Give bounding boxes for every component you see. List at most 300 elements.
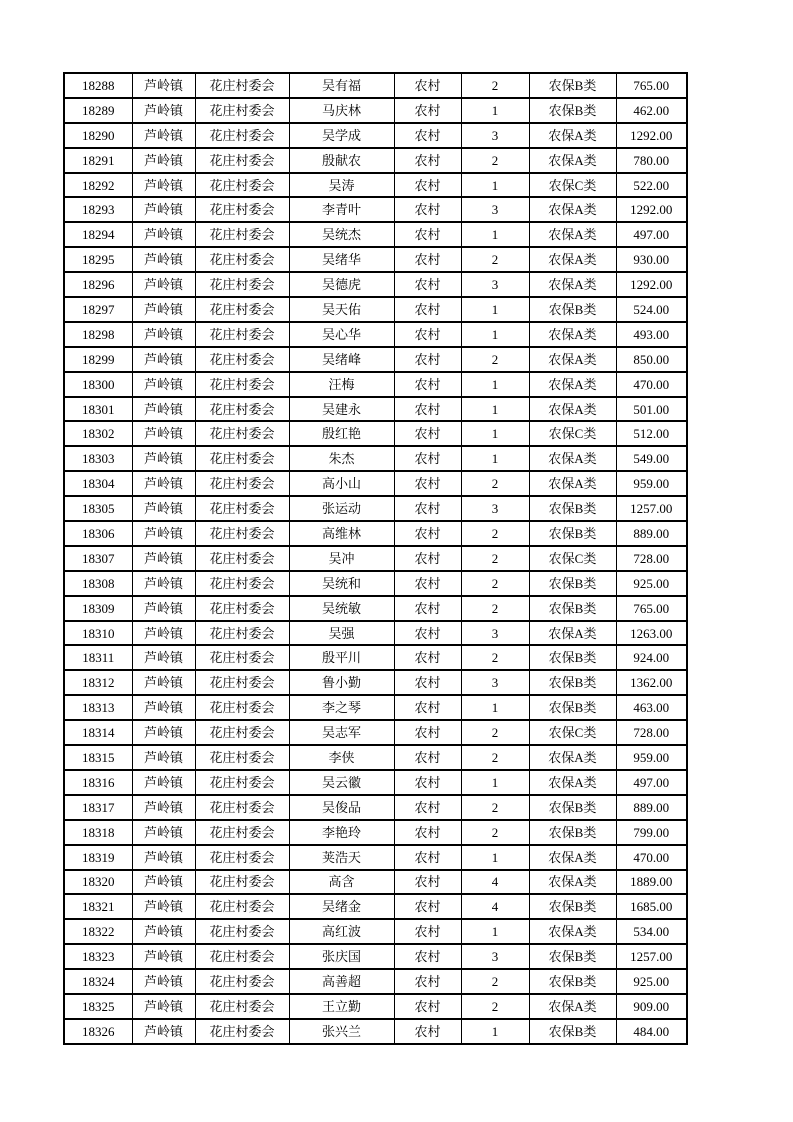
cell-household_type: 农村 — [394, 546, 461, 571]
cell-insurance_category: 农保A类 — [529, 770, 616, 795]
cell-person_count: 1 — [461, 397, 529, 422]
cell-village_committee: 花庄村委会 — [195, 894, 289, 919]
cell-amount: 501.00 — [616, 397, 687, 422]
cell-person_count: 2 — [461, 994, 529, 1019]
cell-village_committee: 花庄村委会 — [195, 546, 289, 571]
cell-amount: 534.00 — [616, 919, 687, 944]
cell-person_count: 3 — [461, 123, 529, 148]
cell-name: 吴强 — [289, 621, 394, 646]
table-row — [64, 745, 687, 770]
cell-town: 芦岭镇 — [132, 994, 195, 1019]
cell-name: 殷平川 — [289, 645, 394, 670]
cell-amount: 1685.00 — [616, 894, 687, 919]
cell-person_count: 1 — [461, 173, 529, 198]
cell-village_committee: 花庄村委会 — [195, 222, 289, 247]
cell-insurance_category: 农保B类 — [529, 820, 616, 845]
cell-household_type: 农村 — [394, 870, 461, 895]
cell-insurance_category: 农保A类 — [529, 994, 616, 1019]
table-row — [64, 1019, 687, 1044]
table-row — [64, 446, 687, 471]
cell-person_count: 1 — [461, 695, 529, 720]
cell-insurance_category: 农保A类 — [529, 397, 616, 422]
cell-serial_number: 18288 — [64, 73, 132, 98]
cell-insurance_category: 农保A类 — [529, 148, 616, 173]
cell-village_committee: 花庄村委会 — [195, 944, 289, 969]
cell-amount: 549.00 — [616, 446, 687, 471]
cell-town: 芦岭镇 — [132, 148, 195, 173]
table-row — [64, 173, 687, 198]
pension-roster-table — [63, 72, 688, 1045]
cell-town: 芦岭镇 — [132, 596, 195, 621]
table-row — [64, 944, 687, 969]
cell-amount: 1257.00 — [616, 944, 687, 969]
cell-village_committee: 花庄村委会 — [195, 695, 289, 720]
cell-household_type: 农村 — [394, 621, 461, 646]
cell-household_type: 农村 — [394, 347, 461, 372]
cell-serial_number: 18326 — [64, 1019, 132, 1044]
cell-name: 李侠 — [289, 745, 394, 770]
cell-town: 芦岭镇 — [132, 645, 195, 670]
cell-serial_number: 18293 — [64, 197, 132, 222]
cell-insurance_category: 农保A类 — [529, 222, 616, 247]
cell-name: 高红波 — [289, 919, 394, 944]
cell-insurance_category: 农保B类 — [529, 1019, 616, 1044]
cell-serial_number: 18320 — [64, 870, 132, 895]
cell-person_count: 2 — [461, 720, 529, 745]
cell-town: 芦岭镇 — [132, 471, 195, 496]
cell-insurance_category: 农保B类 — [529, 795, 616, 820]
cell-village_committee: 花庄村委会 — [195, 621, 289, 646]
table-row — [64, 496, 687, 521]
cell-name: 李艳玲 — [289, 820, 394, 845]
cell-name: 吴涛 — [289, 173, 394, 198]
cell-person_count: 2 — [461, 247, 529, 272]
cell-village_committee: 花庄村委会 — [195, 421, 289, 446]
cell-serial_number: 18297 — [64, 297, 132, 322]
cell-insurance_category: 农保A类 — [529, 745, 616, 770]
cell-village_committee: 花庄村委会 — [195, 123, 289, 148]
cell-household_type: 农村 — [394, 471, 461, 496]
cell-village_committee: 花庄村委会 — [195, 496, 289, 521]
cell-amount: 512.00 — [616, 421, 687, 446]
table-row — [64, 372, 687, 397]
cell-village_committee: 花庄村委会 — [195, 471, 289, 496]
cell-town: 芦岭镇 — [132, 919, 195, 944]
cell-amount: 1292.00 — [616, 197, 687, 222]
cell-insurance_category: 农保A类 — [529, 446, 616, 471]
table-row — [64, 322, 687, 347]
cell-town: 芦岭镇 — [132, 870, 195, 895]
cell-town: 芦岭镇 — [132, 820, 195, 845]
cell-serial_number: 18301 — [64, 397, 132, 422]
cell-town: 芦岭镇 — [132, 98, 195, 123]
cell-name: 吴统杰 — [289, 222, 394, 247]
cell-town: 芦岭镇 — [132, 347, 195, 372]
cell-household_type: 农村 — [394, 123, 461, 148]
cell-town: 芦岭镇 — [132, 247, 195, 272]
table-row — [64, 521, 687, 546]
cell-household_type: 农村 — [394, 222, 461, 247]
cell-insurance_category: 农保A类 — [529, 247, 616, 272]
cell-village_committee: 花庄村委会 — [195, 148, 289, 173]
cell-amount: 484.00 — [616, 1019, 687, 1044]
cell-serial_number: 18305 — [64, 496, 132, 521]
table-row — [64, 645, 687, 670]
cell-serial_number: 18309 — [64, 596, 132, 621]
table-row — [64, 247, 687, 272]
cell-amount: 925.00 — [616, 571, 687, 596]
cell-insurance_category: 农保B类 — [529, 98, 616, 123]
cell-person_count: 1 — [461, 297, 529, 322]
cell-name: 吴有福 — [289, 73, 394, 98]
cell-insurance_category: 农保B类 — [529, 297, 616, 322]
cell-insurance_category: 农保B类 — [529, 521, 616, 546]
roster-body — [64, 73, 687, 1044]
cell-town: 芦岭镇 — [132, 894, 195, 919]
cell-person_count: 1 — [461, 770, 529, 795]
cell-serial_number: 18319 — [64, 845, 132, 870]
cell-serial_number: 18315 — [64, 745, 132, 770]
cell-village_committee: 花庄村委会 — [195, 969, 289, 994]
cell-person_count: 1 — [461, 446, 529, 471]
cell-person_count: 1 — [461, 372, 529, 397]
cell-insurance_category: 农保B类 — [529, 695, 616, 720]
cell-village_committee: 花庄村委会 — [195, 247, 289, 272]
cell-town: 芦岭镇 — [132, 695, 195, 720]
cell-serial_number: 18313 — [64, 695, 132, 720]
cell-town: 芦岭镇 — [132, 571, 195, 596]
cell-serial_number: 18298 — [64, 322, 132, 347]
cell-name: 吴云徽 — [289, 770, 394, 795]
cell-town: 芦岭镇 — [132, 546, 195, 571]
cell-serial_number: 18295 — [64, 247, 132, 272]
cell-name: 鲁小勤 — [289, 670, 394, 695]
cell-name: 吴天佑 — [289, 297, 394, 322]
cell-household_type: 农村 — [394, 247, 461, 272]
cell-name: 张兴兰 — [289, 1019, 394, 1044]
cell-village_committee: 花庄村委会 — [195, 1019, 289, 1044]
cell-person_count: 2 — [461, 795, 529, 820]
cell-town: 芦岭镇 — [132, 770, 195, 795]
cell-town: 芦岭镇 — [132, 297, 195, 322]
cell-town: 芦岭镇 — [132, 944, 195, 969]
table-row — [64, 73, 687, 98]
cell-person_count: 1 — [461, 222, 529, 247]
cell-name: 吴建永 — [289, 397, 394, 422]
cell-amount: 1263.00 — [616, 621, 687, 646]
cell-amount: 925.00 — [616, 969, 687, 994]
cell-household_type: 农村 — [394, 820, 461, 845]
cell-amount: 1257.00 — [616, 496, 687, 521]
cell-household_type: 农村 — [394, 197, 461, 222]
cell-serial_number: 18294 — [64, 222, 132, 247]
cell-name: 吴学成 — [289, 123, 394, 148]
cell-village_committee: 花庄村委会 — [195, 670, 289, 695]
cell-person_count: 3 — [461, 621, 529, 646]
cell-amount: 728.00 — [616, 720, 687, 745]
table-row — [64, 919, 687, 944]
cell-name: 李之琴 — [289, 695, 394, 720]
cell-name: 高小山 — [289, 471, 394, 496]
cell-village_committee: 花庄村委会 — [195, 322, 289, 347]
cell-insurance_category: 农保B类 — [529, 944, 616, 969]
cell-household_type: 农村 — [394, 994, 461, 1019]
cell-person_count: 2 — [461, 546, 529, 571]
cell-serial_number: 18311 — [64, 645, 132, 670]
cell-serial_number: 18318 — [64, 820, 132, 845]
table-row — [64, 795, 687, 820]
table-row — [64, 397, 687, 422]
cell-insurance_category: 农保A类 — [529, 471, 616, 496]
cell-household_type: 农村 — [394, 297, 461, 322]
cell-amount: 924.00 — [616, 645, 687, 670]
cell-name: 吴德虎 — [289, 272, 394, 297]
cell-serial_number: 18325 — [64, 994, 132, 1019]
cell-amount: 1292.00 — [616, 272, 687, 297]
cell-insurance_category: 农保A类 — [529, 322, 616, 347]
cell-household_type: 农村 — [394, 98, 461, 123]
cell-serial_number: 18322 — [64, 919, 132, 944]
cell-amount: 463.00 — [616, 695, 687, 720]
cell-household_type: 农村 — [394, 845, 461, 870]
cell-insurance_category: 农保A类 — [529, 919, 616, 944]
table-row — [64, 197, 687, 222]
cell-person_count: 2 — [461, 347, 529, 372]
cell-name: 吴绪金 — [289, 894, 394, 919]
cell-town: 芦岭镇 — [132, 720, 195, 745]
cell-household_type: 农村 — [394, 521, 461, 546]
cell-serial_number: 18304 — [64, 471, 132, 496]
cell-name: 高善超 — [289, 969, 394, 994]
cell-amount: 497.00 — [616, 770, 687, 795]
cell-village_committee: 花庄村委会 — [195, 98, 289, 123]
cell-name: 朱杰 — [289, 446, 394, 471]
cell-household_type: 农村 — [394, 894, 461, 919]
cell-household_type: 农村 — [394, 720, 461, 745]
cell-serial_number: 18316 — [64, 770, 132, 795]
cell-town: 芦岭镇 — [132, 222, 195, 247]
cell-amount: 462.00 — [616, 98, 687, 123]
cell-person_count: 1 — [461, 919, 529, 944]
cell-name: 李青叶 — [289, 197, 394, 222]
cell-amount: 889.00 — [616, 521, 687, 546]
cell-serial_number: 18289 — [64, 98, 132, 123]
cell-amount: 780.00 — [616, 148, 687, 173]
cell-person_count: 4 — [461, 894, 529, 919]
cell-amount: 930.00 — [616, 247, 687, 272]
cell-village_committee: 花庄村委会 — [195, 397, 289, 422]
table-row — [64, 596, 687, 621]
cell-name: 吴志军 — [289, 720, 394, 745]
cell-town: 芦岭镇 — [132, 496, 195, 521]
cell-town: 芦岭镇 — [132, 397, 195, 422]
cell-person_count: 1 — [461, 98, 529, 123]
cell-person_count: 2 — [461, 148, 529, 173]
table-row — [64, 297, 687, 322]
cell-serial_number: 18302 — [64, 421, 132, 446]
cell-name: 汪梅 — [289, 372, 394, 397]
cell-household_type: 农村 — [394, 795, 461, 820]
table-row — [64, 969, 687, 994]
table-row — [64, 421, 687, 446]
cell-serial_number: 18300 — [64, 372, 132, 397]
table-row — [64, 621, 687, 646]
cell-household_type: 农村 — [394, 969, 461, 994]
cell-person_count: 1 — [461, 845, 529, 870]
cell-person_count: 1 — [461, 1019, 529, 1044]
cell-amount: 959.00 — [616, 471, 687, 496]
cell-insurance_category: 农保B类 — [529, 969, 616, 994]
cell-amount: 889.00 — [616, 795, 687, 820]
cell-person_count: 2 — [461, 521, 529, 546]
cell-insurance_category: 农保B类 — [529, 645, 616, 670]
cell-household_type: 农村 — [394, 73, 461, 98]
cell-insurance_category: 农保B类 — [529, 894, 616, 919]
table-row — [64, 471, 687, 496]
cell-village_committee: 花庄村委会 — [195, 521, 289, 546]
cell-name: 王立勤 — [289, 994, 394, 1019]
cell-household_type: 农村 — [394, 397, 461, 422]
table-row — [64, 272, 687, 297]
cell-village_committee: 花庄村委会 — [195, 770, 289, 795]
cell-name: 吴绪华 — [289, 247, 394, 272]
cell-amount: 470.00 — [616, 372, 687, 397]
table-row — [64, 123, 687, 148]
table-row — [64, 571, 687, 596]
cell-serial_number: 18290 — [64, 123, 132, 148]
table-row — [64, 845, 687, 870]
table-row — [64, 695, 687, 720]
cell-person_count: 3 — [461, 944, 529, 969]
cell-village_committee: 花庄村委会 — [195, 372, 289, 397]
cell-household_type: 农村 — [394, 421, 461, 446]
cell-insurance_category: 农保A类 — [529, 347, 616, 372]
cell-name: 高维林 — [289, 521, 394, 546]
cell-person_count: 3 — [461, 272, 529, 297]
cell-name: 吴俊品 — [289, 795, 394, 820]
cell-person_count: 2 — [461, 571, 529, 596]
table-row — [64, 820, 687, 845]
cell-serial_number: 18310 — [64, 621, 132, 646]
cell-serial_number: 18306 — [64, 521, 132, 546]
cell-amount: 1292.00 — [616, 123, 687, 148]
cell-amount: 728.00 — [616, 546, 687, 571]
cell-insurance_category: 农保B类 — [529, 596, 616, 621]
cell-insurance_category: 农保B类 — [529, 670, 616, 695]
cell-insurance_category: 农保A类 — [529, 870, 616, 895]
cell-household_type: 农村 — [394, 272, 461, 297]
cell-serial_number: 18314 — [64, 720, 132, 745]
cell-insurance_category: 农保C类 — [529, 173, 616, 198]
table-row — [64, 994, 687, 1019]
cell-person_count: 2 — [461, 745, 529, 770]
table-row — [64, 720, 687, 745]
cell-amount: 765.00 — [616, 73, 687, 98]
table-row — [64, 222, 687, 247]
cell-insurance_category: 农保B类 — [529, 73, 616, 98]
cell-household_type: 农村 — [394, 670, 461, 695]
cell-household_type: 农村 — [394, 745, 461, 770]
cell-amount: 850.00 — [616, 347, 687, 372]
cell-person_count: 2 — [461, 820, 529, 845]
cell-household_type: 农村 — [394, 645, 461, 670]
cell-serial_number: 18303 — [64, 446, 132, 471]
cell-name: 吴心华 — [289, 322, 394, 347]
cell-person_count: 2 — [461, 969, 529, 994]
cell-village_committee: 花庄村委会 — [195, 870, 289, 895]
cell-town: 芦岭镇 — [132, 372, 195, 397]
cell-village_committee: 花庄村委会 — [195, 919, 289, 944]
cell-village_committee: 花庄村委会 — [195, 720, 289, 745]
cell-household_type: 农村 — [394, 596, 461, 621]
cell-town: 芦岭镇 — [132, 745, 195, 770]
cell-town: 芦岭镇 — [132, 670, 195, 695]
cell-person_count: 2 — [461, 73, 529, 98]
cell-serial_number: 18299 — [64, 347, 132, 372]
table-row — [64, 770, 687, 795]
cell-person_count: 2 — [461, 471, 529, 496]
cell-town: 芦岭镇 — [132, 123, 195, 148]
cell-village_committee: 花庄村委会 — [195, 197, 289, 222]
cell-village_committee: 花庄村委会 — [195, 73, 289, 98]
cell-household_type: 农村 — [394, 1019, 461, 1044]
cell-name: 高含 — [289, 870, 394, 895]
cell-household_type: 农村 — [394, 372, 461, 397]
cell-serial_number: 18291 — [64, 148, 132, 173]
cell-amount: 1889.00 — [616, 870, 687, 895]
cell-town: 芦岭镇 — [132, 272, 195, 297]
cell-village_committee: 花庄村委会 — [195, 173, 289, 198]
cell-serial_number: 18312 — [64, 670, 132, 695]
cell-insurance_category: 农保A类 — [529, 621, 616, 646]
cell-town: 芦岭镇 — [132, 969, 195, 994]
cell-serial_number: 18307 — [64, 546, 132, 571]
cell-insurance_category: 农保C类 — [529, 546, 616, 571]
cell-amount: 524.00 — [616, 297, 687, 322]
cell-household_type: 农村 — [394, 322, 461, 347]
cell-village_committee: 花庄村委会 — [195, 347, 289, 372]
cell-serial_number: 18308 — [64, 571, 132, 596]
cell-insurance_category: 农保C类 — [529, 421, 616, 446]
cell-household_type: 农村 — [394, 571, 461, 596]
cell-household_type: 农村 — [394, 944, 461, 969]
cell-name: 吴统和 — [289, 571, 394, 596]
cell-person_count: 4 — [461, 870, 529, 895]
cell-person_count: 3 — [461, 197, 529, 222]
cell-amount: 909.00 — [616, 994, 687, 1019]
cell-town: 芦岭镇 — [132, 845, 195, 870]
cell-person_count: 2 — [461, 645, 529, 670]
cell-town: 芦岭镇 — [132, 322, 195, 347]
table-row — [64, 870, 687, 895]
table-row — [64, 347, 687, 372]
cell-village_committee: 花庄村委会 — [195, 571, 289, 596]
cell-village_committee: 花庄村委会 — [195, 645, 289, 670]
cell-insurance_category: 农保A类 — [529, 197, 616, 222]
cell-serial_number: 18324 — [64, 969, 132, 994]
cell-village_committee: 花庄村委会 — [195, 994, 289, 1019]
cell-household_type: 农村 — [394, 919, 461, 944]
cell-insurance_category: 农保A类 — [529, 845, 616, 870]
cell-name: 吴绪峰 — [289, 347, 394, 372]
cell-village_committee: 花庄村委会 — [195, 795, 289, 820]
cell-name: 张庆国 — [289, 944, 394, 969]
cell-name: 马庆林 — [289, 98, 394, 123]
table-row — [64, 98, 687, 123]
cell-household_type: 农村 — [394, 148, 461, 173]
cell-household_type: 农村 — [394, 695, 461, 720]
cell-person_count: 3 — [461, 670, 529, 695]
